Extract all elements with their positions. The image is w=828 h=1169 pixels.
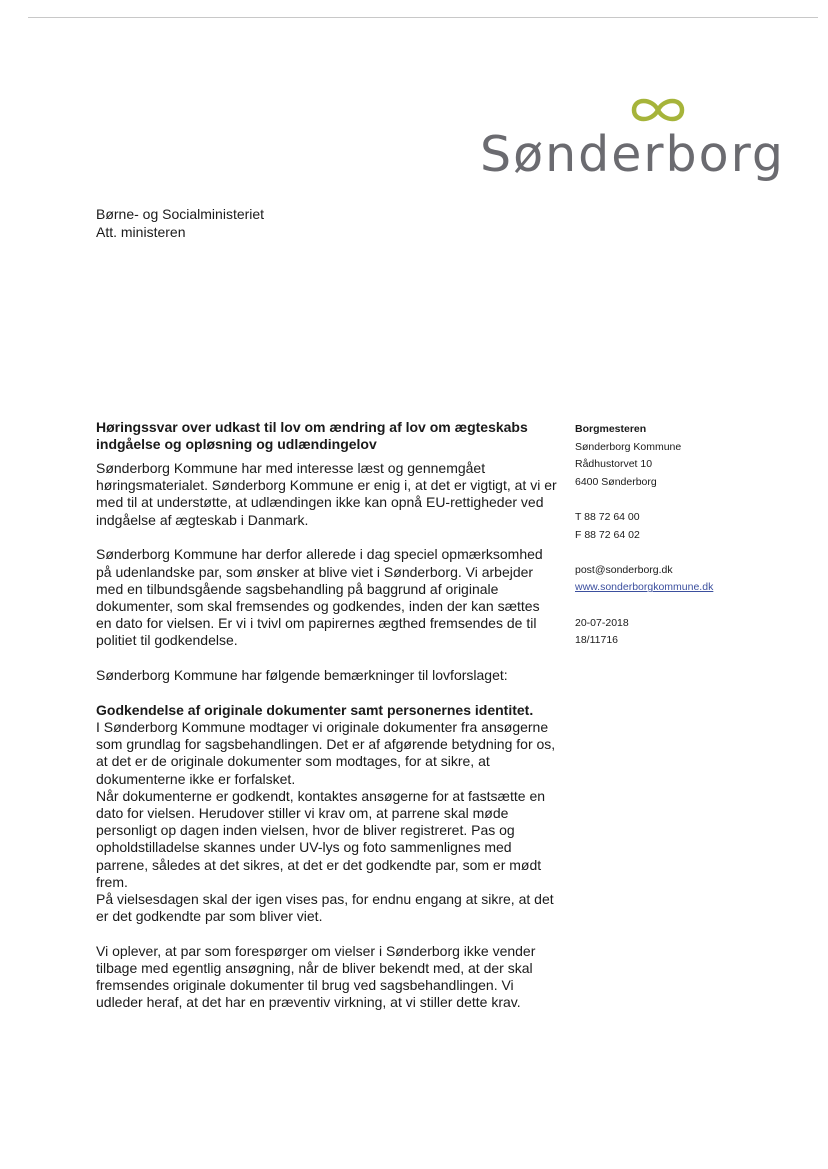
body-paragraph: I Sønderborg Kommune modtager vi originale dokumenter fra ansøgerne som grundlag for sagsbehandlingen. Det er af afgørende betydning for os, at det er de originale dokumenter som modtages, for at sikre, at dokumenterne ikke er forfalsket.: [96, 718, 556, 787]
sender-fax: F 88 72 64 02: [575, 528, 640, 541]
logo-wordmark: Sønderborg: [480, 126, 786, 183]
sender-city: 6400 Sønderborg: [575, 475, 657, 488]
body-paragraph: Sønderborg Kommune har med interesse læst og gennemgået høringsmaterialet. Sønderborg Kommune er enig i, at det er vigtigt, at vi er med til at understøtte, at udlændingen ikke kan opnå EU-rettigheder ved indgåelse af ægteskab i Danmark.: [96, 460, 557, 528]
recipient-block: [96, 205, 264, 241]
body-paragraph: Sønderborg Kommune har derfor allerede i dag speciel opmærksomhed på udenlandske par, som ønsker at blive viet i Sønderborg. Vi arbejder med en tilbundsgående sagsbehandling på baggrund af originale dokumenter, som skal fremsendes og godkendes, inden der kan sættes en dato for vielsen. Er vi i tvivl om papirernes ægthed fremsendes de til politiet til godkendelse.: [96, 546, 543, 649]
sender-title: Borgmesteren: [575, 423, 647, 435]
sonderborg-logo: [480, 92, 786, 192]
spacer: [575, 597, 775, 615]
sender-website-link[interactable]: www.sonderborgkommune.dk: [575, 581, 714, 594]
body-paragraph: Når dokumenterne er godkendt, kontaktes ansøgerne for at fastsætte en dato for vielsen. Herudover stiller vi krav om, at parrene skal møde personligt op dagen inden vielsen, hvor de bliver registreret. Pas og opholdstilladelse skannes under UV-lys og foto sammenlignes med parrene, således at det sikres, at det er det godkendte par, som er mødt frem.: [96, 787, 546, 890]
sender-street: Rådhustorvet 10: [575, 458, 653, 471]
spacer: [575, 491, 775, 509]
section-heading: Godkendelse af originale dokumenter samt personernes identitet.: [96, 701, 534, 718]
top-rule: [28, 17, 818, 18]
sender-email[interactable]: post@sonderborg.dk: [575, 563, 673, 576]
recipient-name: Børne- og Socialministeriet: [96, 206, 265, 222]
spacer: [575, 544, 775, 562]
body-paragraph: Vi oplever, at par som forespørger om vielser i Sønderborg ikke vender tilbage med egentlig ansøgning, når de bliver bekendt med, at der skal fremsendes originale dokumenter til brug ved sagsbehandlingen. Vi udleder heraf, at det har en præventiv virkning, at vi stiller dette krav.: [96, 942, 536, 1011]
body-paragraph: På vielsesdagen skal der igen vises pas, for endnu engang at sikre, at det er det godkendte par som bliver viet.: [96, 890, 554, 925]
infinity-icon: [628, 92, 688, 128]
letter-subject: Høringssvar over udkast til lov om ændring af lov om ægteskabs indgåelse og opløsning og udlændingelov: [96, 419, 528, 452]
sender-info: [575, 421, 775, 650]
case-number: 18/11716: [575, 634, 619, 647]
letter-body: [96, 460, 558, 1029]
sender-phone: T 88 72 64 00: [575, 510, 640, 523]
recipient-attention: Att. ministeren: [96, 224, 186, 240]
letter-date: 20-07-2018: [575, 616, 629, 629]
body-paragraph: Sønderborg Kommune har følgende bemærkninger til lovforslaget:: [96, 667, 508, 684]
sender-org: Sønderborg Kommune: [575, 440, 682, 453]
